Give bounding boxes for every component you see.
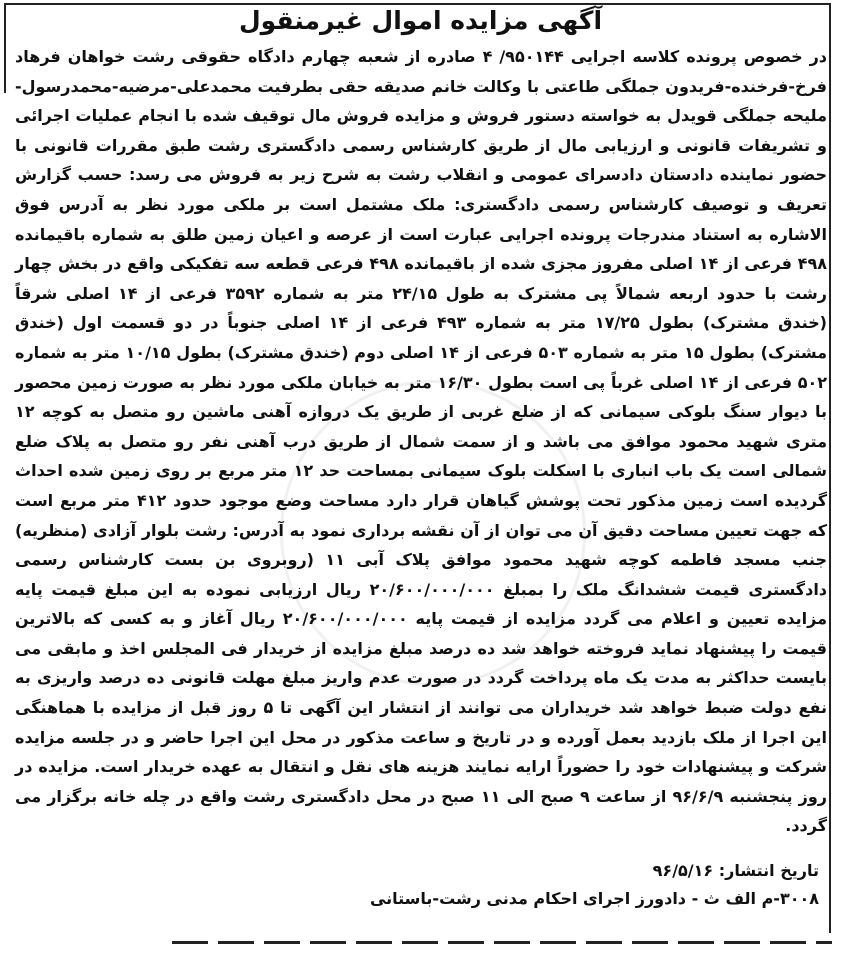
bottom-divider xyxy=(172,941,832,944)
notice-title: آگهی مزایده اموال غیرمنقول xyxy=(238,6,603,35)
signature-line: ۳۰۰۸-م الف ث - دادورز اجرای احکام مدنی رشت-باستانی xyxy=(369,889,819,908)
notice-body: در خصوص پرونده کلاسه اجرایی ۹۵۰۱۴۴/ ۴ صادره از شعبه چهارم دادگاه حقوقی رشت خواهان فرهاد فرخ-فرخنده-فریدون جملگی طاعتی با وکالت خانم صدیقه حقی بطرفیت محمدعلی-مرضیه-محمدرسول-ملیحه جملگی قویدل به خواسته دستور فروش و مزایده فروش مال توقیف شده با انجام عملیات اجرائی و تشریفات قانونی و ارزیابی مال از طریق کارشناس رسمی دادگستری رشت طبق مقررات قانونی با حضور نماینده دادستان دادسرای عمومی و انقلاب رشت به شرح زیر به فروش می رسد: حسب گزارش تعریف و توصیف کارشناس رسمی دادگستری: ملک مشتمل است بر ملکی مورد نظر به آدرس فوق الاشاره به استناد مندرجات پرونده اجرایی عبارت است از عرصه و اعیان زمین طلق به شماره باقیمانده ۴۹۸ فرعی از ۱۴ اصلی مفروز مجزی شده از باقیمانده ۴۹۸ فرعی قطعه سه تفکیکی واقع در بخش چهار رشت با حدود اربعه شمالاً پی مشترک به طول ۲۴/۱۵ متر به شماره ۳۵۹۲ فرعی از ۱۴ اصلی شرقاً (خندق مشترک) بطول ۱۷/۲۵ متر به شماره ۴۹۳ فرعی از ۱۴ اصلی جنوباً در دو قسمت اول (خندق مشترک) بطول ۱۵ متر به شماره ۵۰۳ فرعی از ۱۴ اصلی دوم (خندق مشترک) بطول ۱۰/۱۵ متر به شماره ۵۰۲ فرعی از ۱۴ اصلی غرباً پی است بطول ۱۶/۳۰ متر به خیابان ملکی مورد نظر به صورت زمین محصور با دیوار سنگ بلوکی سیمانی که از ضلع غربی از طریق یک دروازه آهنی ماشین رو متصل به کوچه ۱۲ متری شهید محمود موافق می باشد و از سمت شمال از طریق درب آهنی نفر رو متصل به پلاک ضلع شمالی است یک باب انباری با اسکلت بلوک سیمانی بمساحت حد ۱۲ متر مربع بر روی زمین شده احداث گردیده است زمین مذکور تحت پوشش گیاهان قرار دارد مساحت وضع موجود حدود ۴۱۲ متر مربع است که جهت تعیین مساحت دقیق آن می توان از آن نقشه برداری نمود به آدرس: رشت بلوار آزادی (منظریه) جنب مسجد فاطمه کوچه شهید محمود موافق پلاک آبی ۱۱ (روبروی بن بست کارشناس رسمی دادگستری قیمت ششدانگ ملک را بمبلغ ۲۰/۶۰۰/۰۰۰/۰۰۰ ریال ارزیابی نموده به این مبلغ قیمت پایه مزایده تعیین و اعلام می گردد مزایده از قیمت پایه ۲۰/۶۰۰/۰۰۰/۰۰۰ ریال آغاز و به کسی که بالاترین قیمت را پیشنهاد نماید فروخته خواهد شد ده درصد مبلغ مزایده از خریدار فی المجلس اخذ و مابقی می بایست حداکثر به مدت یک ماه پرداخت گردد در صورت عدم واریز مبلغ مهلت قانونی ده درصد واریزی به نفع دولت ضبط خواهد شد خریداران می توانند از انتشار این آگهی تا ۵ روز قبل از مزایده با هماهنگی این اجرا از ملک بازدید بعمل آورده و در تاریخ و ساعت مذکور در محل این اجرا حاضر و در جلسه مزایده شرکت و پیشنهادات خود را حضوراً ارایه نمایند هزینه های نقل و انتقال به عهده خریدار است. مزایده در روز پنجشنبه ۹۶/۶/۹ از ساعت ۹ صبح الی ۱۱ صبح در محل دادگستری رشت واقع در چله خانه برگزار می گردد. xyxy=(15,47,828,836)
publish-date: تاریخ انتشار: ۹۶/۵/۱۶ xyxy=(652,861,819,880)
